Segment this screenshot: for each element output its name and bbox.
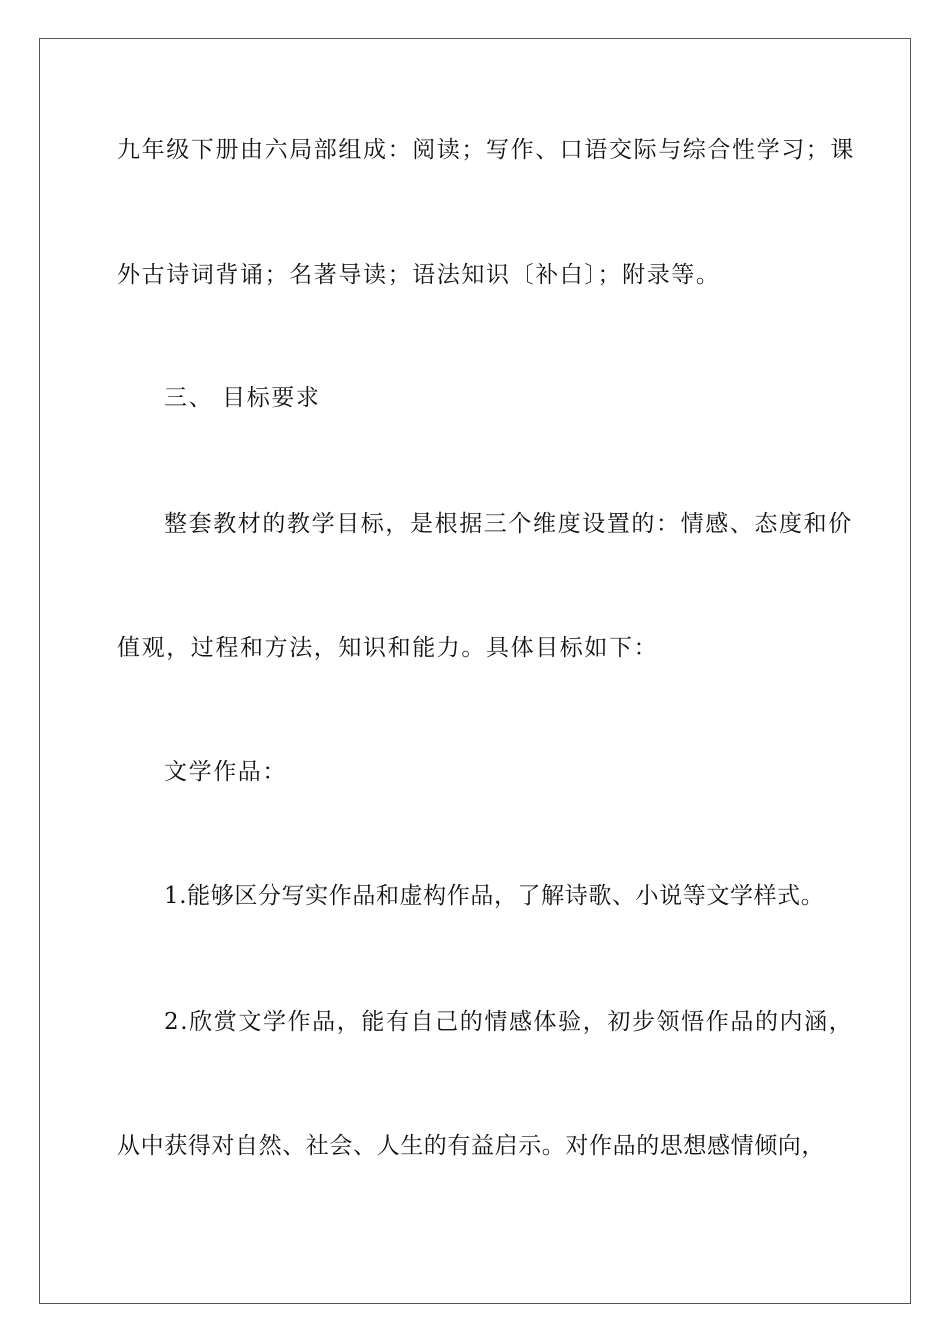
paragraph-line-5: 值观，过程和方法，知识和能力。具体目标如下： <box>117 635 659 661</box>
paragraph-line-1: 九年级下册由六局部组成：阅读；写作、口语交际与综合性学习；课 <box>117 137 855 163</box>
list-item-1: 1.能够区分写实作品和虚构作品，了解诗歌、小说等文学样式。 <box>164 883 825 909</box>
paragraph-line-2: 外古诗词背诵；名著导读；语法知识〔补白〕；附录等。 <box>117 262 721 288</box>
paragraph-line-4: 整套教材的教学目标，是根据三个维度设置的：情感、态度和价 <box>164 511 853 537</box>
subheading-literary-works: 文学作品： <box>164 759 287 785</box>
section-heading: 三、 目标要求 <box>164 385 321 411</box>
paragraph-line-9: 从中获得对自然、社会、人生的有益启示。对作品的思想感情倾向， <box>117 1133 825 1159</box>
list-item-2: 2.欣赏文学作品，能有自己的情感体验，初步领悟作品的内涵， <box>164 1009 854 1035</box>
page-border <box>39 38 911 1304</box>
